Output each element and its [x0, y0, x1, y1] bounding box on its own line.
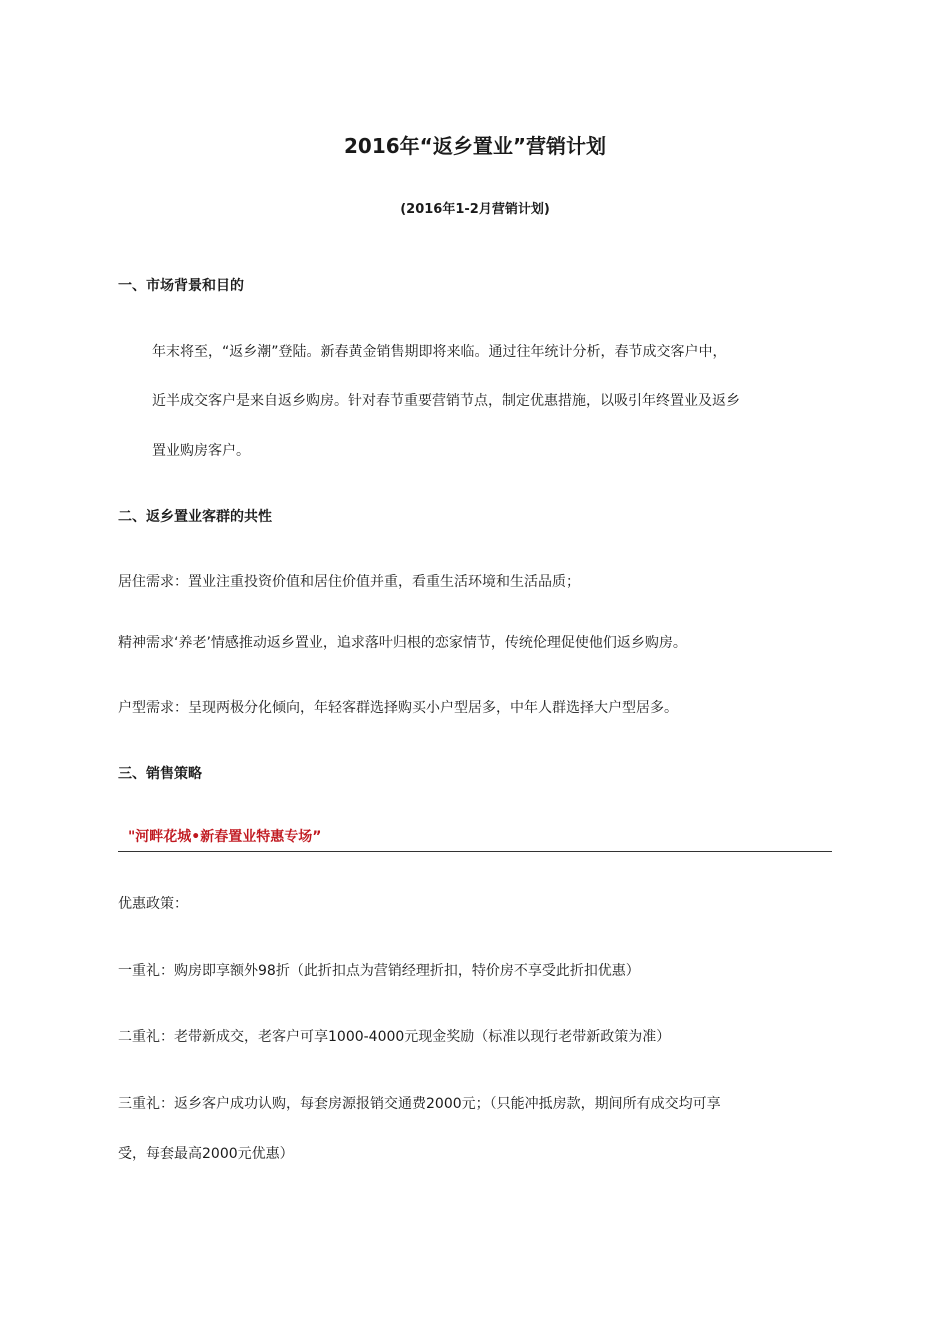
trait-item-layout: 户型需求：呈现两极分化倾向，年轻客群选择购买小户型居多，中年人群选择大户型居多。 [118, 700, 678, 716]
paragraph-line: 近半成交客户是来自返乡购房。针对春节重要营销节点，制定优惠措施，以吸引年终置业及返乡 [152, 393, 740, 409]
trait-item-living: 居住需求：置业注重投资价值和居住价值并重，看重生活环境和生活品质； [118, 574, 580, 590]
gift-item-second: 二重礼：老带新成交，老客户可享1000-4000元现金奖励（标准以现行老带新政策为准） [118, 1029, 671, 1045]
campaign-divider [118, 851, 832, 852]
paragraph-line: 年末将至，“返乡潮”登陆。新春黄金销售期即将来临。通过往年统计分析，春节成交客户中， [152, 344, 727, 360]
policy-label: 优惠政策： [118, 896, 188, 912]
paragraph-line: 置业购房客户。 [152, 443, 250, 459]
section-heading-market-background: 一、市场背景和目的 [118, 278, 244, 294]
gift-item-third: 三重礼：返乡客户成功认购，每套房源报销交通费2000元；（只能冲抵房款，期间所有成交均可享 [118, 1096, 721, 1112]
campaign-title: "河畔花城•新春置业特惠专场” [128, 829, 322, 845]
gift-item-third-continued: 受，每套最高2000元优惠） [118, 1146, 294, 1162]
gift-item-first: 一重礼：购房即享额外98折（此折扣点为营销经理折扣，特价房不享受此折扣优惠） [118, 963, 640, 979]
section-heading-customer-traits: 二、返乡置业客群的共性 [118, 509, 272, 525]
section-heading-sales-strategy: 三、销售策略 [118, 766, 202, 782]
trait-item-spiritual: 精神需求‘养老’情感推动返乡置业，追求落叶归根的恋家情节，传统伦理促使他们返乡购房。 [118, 635, 687, 651]
document-subtitle: (2016年1-2月营销计划) [400, 202, 550, 217]
document-title: 2016年“返乡置业”营销计划 [344, 134, 606, 158]
